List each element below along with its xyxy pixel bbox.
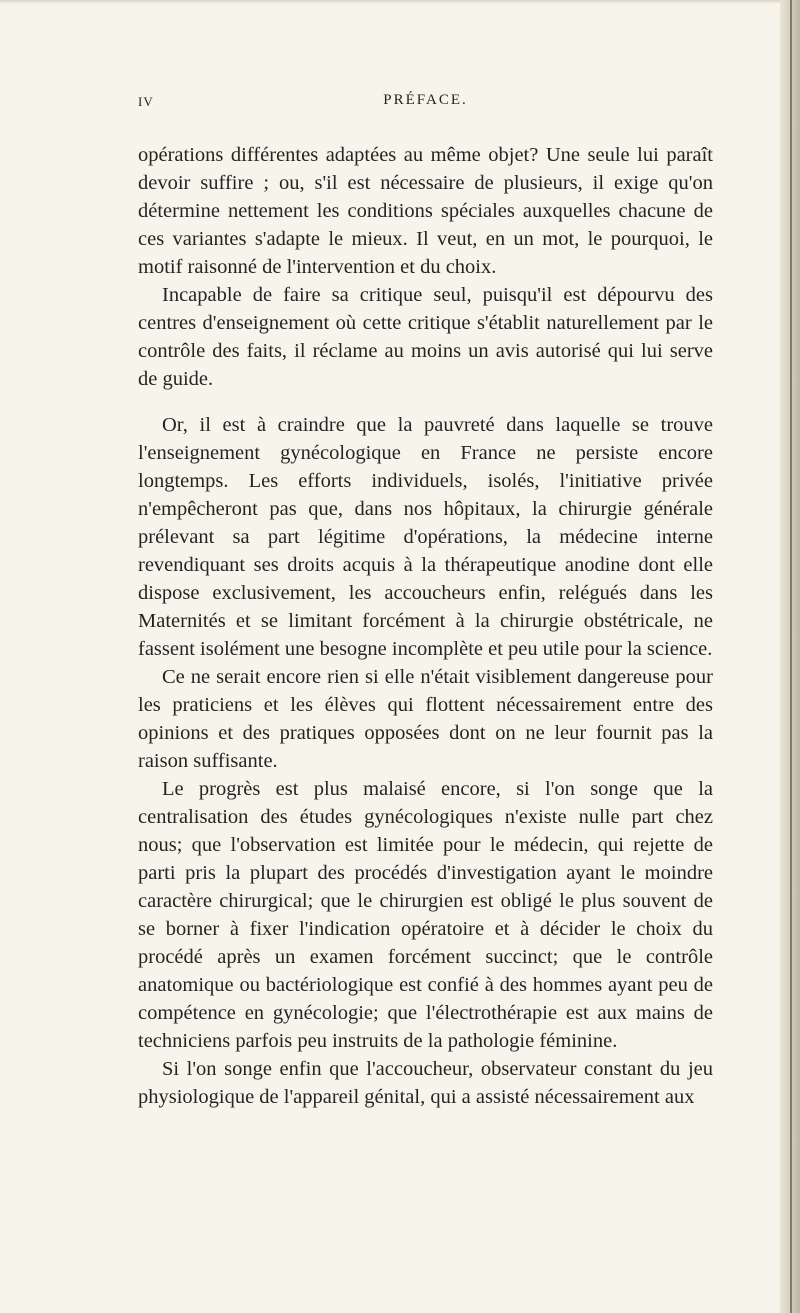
paragraph-6: Si l'on songe enfin que l'accoucheur, observateur constant du jeu physiologique de l'appareil génital, qui a assisté nécessairement aux <box>138 1058 713 1108</box>
paragraph-4: Ce ne serait encore rien si elle n'était visiblement dangereuse pour les praticiens et les élèves qui flottent nécessairement entre des opinions et des pratiques opposées dont on ne leur fournit pas la raison suffisante. <box>138 666 713 772</box>
paragraph-2: Incapable de faire sa critique seul, puisqu'il est dépourvu des centres d'enseignement où cette critique s'établit naturellement par le contrôle des faits, il réclame au moins un avis autorisé qui lui serve de guide. <box>138 284 713 390</box>
running-title: PRÉFACE. <box>383 92 468 108</box>
page-number: IV <box>138 94 154 109</box>
paragraph-1: opérations différentes adaptées au même objet? Une seule lui paraît devoir suffire ; ou, s'il est nécessaire de plusieurs, il exige qu'on détermine nettement les conditions spéciales auxquelles chacune de ces variantes s'adapte le mieux. Il veut, en un mot, le pourquoi, le motif raisonné de l'intervention et du choix. <box>138 144 713 278</box>
page-header <box>138 92 713 120</box>
book-gutter-line <box>790 0 792 1313</box>
paragraph-5: Le progrès est plus malaisé encore, si l'on songe que la centralisation des études gynécologiques n'existe nulle part chez nous; que l'observation est limitée pour le médecin, qui rejette de parti pris la plupart des procédés d'investigation ayant le moindre caractère chirurgical; que le chirurgien est obligé le plus souvent de se borner à fixer l'indication opératoire et à décider le choix du procédé après un examen forcément succinct; que le contrôle anatomique ou bactériologique est confié à des hommes ayant peu de compétence en gynécologie; que l'électrothérapie est aux mains de techniciens parfois peu instruits de la pathologie féminine. <box>138 778 713 1052</box>
page-top-shadow <box>0 0 800 4</box>
paragraph-3: Or, il est à craindre que la pauvreté dans laquelle se trouve l'enseignement gynécologique en France ne persiste encore longtemps. Les efforts individuels, isolés, l'initiative privée n'empêcheront pas que, dans nos hôpitaux, la chirurgie générale prélevant sa part légitime d'opérations, la médecine interne revendiquant ses droits acquis à la thérapeutique anodine dont elle dispose exclusivement, les accoucheurs enfin, relégués dans les Maternités et se limitant forcément à la chirurgie obstétricale, ne fassent isolément une besogne incomplète et peu utile pour la science. <box>138 414 713 660</box>
body-text <box>138 141 713 1111</box>
